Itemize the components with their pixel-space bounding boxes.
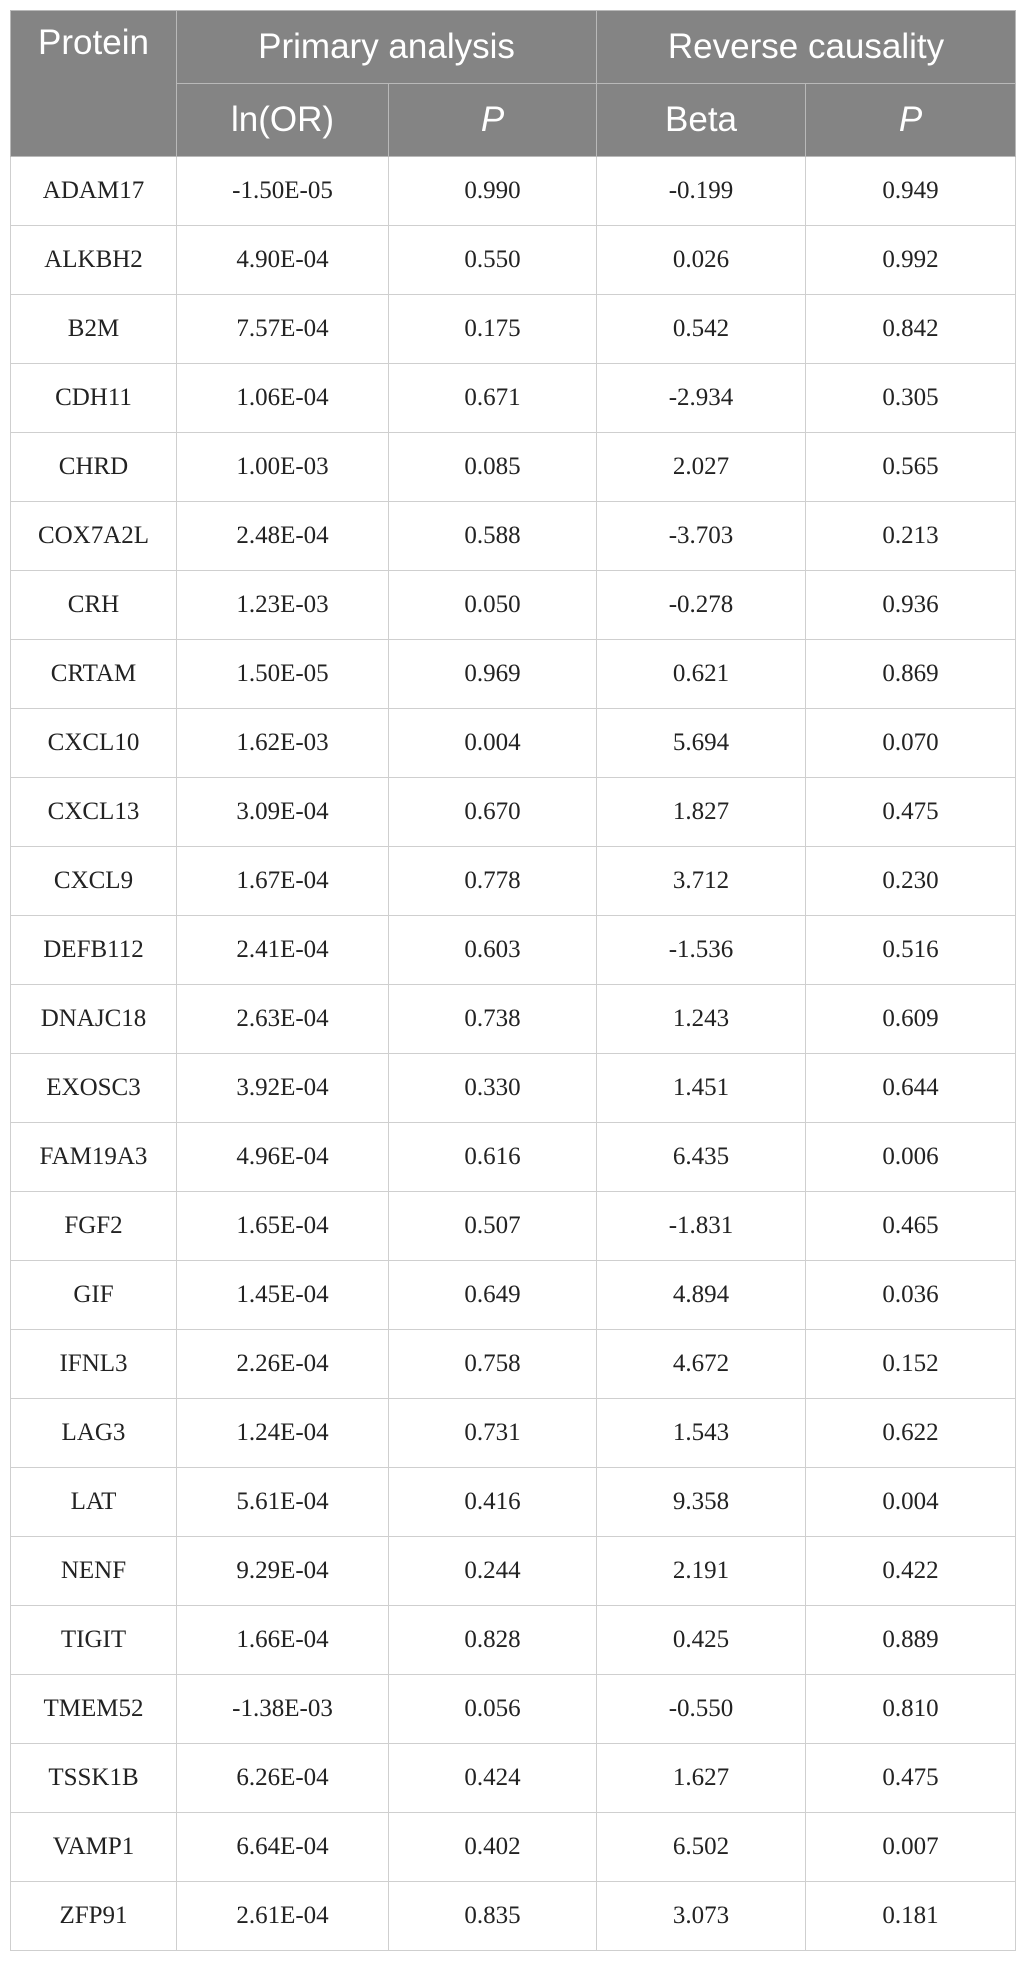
beta-cell: 4.672 bbox=[597, 1330, 806, 1399]
reverse-causality-group-header: Reverse causality bbox=[597, 11, 1016, 84]
ln-or-cell: 2.63E-04 bbox=[177, 985, 389, 1054]
primary-p-cell: 0.550 bbox=[389, 226, 597, 295]
protein-cell: EXOSC3 bbox=[11, 1054, 177, 1123]
table-row bbox=[11, 571, 1016, 640]
ln-or-cell: 2.26E-04 bbox=[177, 1330, 389, 1399]
primary-p-cell: 0.244 bbox=[389, 1537, 597, 1606]
beta-cell: 6.502 bbox=[597, 1813, 806, 1882]
beta-cell: -1.536 bbox=[597, 916, 806, 985]
table-row bbox=[11, 1123, 1016, 1192]
beta-cell: 1.827 bbox=[597, 778, 806, 847]
table-row bbox=[11, 364, 1016, 433]
ln-or-cell: 1.06E-04 bbox=[177, 364, 389, 433]
reverse-p-cell: 0.992 bbox=[806, 226, 1016, 295]
table-row bbox=[11, 295, 1016, 364]
protein-cell: CRH bbox=[11, 571, 177, 640]
primary-p-cell: 0.085 bbox=[389, 433, 597, 502]
ln-or-cell: 1.00E-03 bbox=[177, 433, 389, 502]
table-row bbox=[11, 1468, 1016, 1537]
reverse-p-cell: 0.036 bbox=[806, 1261, 1016, 1330]
ln-or-cell: 5.61E-04 bbox=[177, 1468, 389, 1537]
protein-cell: LAG3 bbox=[11, 1399, 177, 1468]
reverse-p-cell: 0.070 bbox=[806, 709, 1016, 778]
table-row bbox=[11, 433, 1016, 502]
beta-cell: -0.199 bbox=[597, 157, 806, 226]
ln-or-cell: 1.65E-04 bbox=[177, 1192, 389, 1261]
protein-cell: CRTAM bbox=[11, 640, 177, 709]
protein-cell: TIGIT bbox=[11, 1606, 177, 1675]
protein-cell: LAT bbox=[11, 1468, 177, 1537]
table-row bbox=[11, 1054, 1016, 1123]
beta-cell: 1.627 bbox=[597, 1744, 806, 1813]
ln-or-cell: 6.26E-04 bbox=[177, 1744, 389, 1813]
protein-cell: VAMP1 bbox=[11, 1813, 177, 1882]
primary-p-cell: 0.175 bbox=[389, 295, 597, 364]
reverse-p-column-header: P bbox=[806, 84, 1016, 157]
table-row bbox=[11, 640, 1016, 709]
beta-cell: 1.543 bbox=[597, 1399, 806, 1468]
reverse-p-cell: 0.465 bbox=[806, 1192, 1016, 1261]
ln-or-cell: 1.24E-04 bbox=[177, 1399, 389, 1468]
reverse-p-cell: 0.622 bbox=[806, 1399, 1016, 1468]
beta-cell: 3.712 bbox=[597, 847, 806, 916]
primary-p-cell: 0.330 bbox=[389, 1054, 597, 1123]
protein-cell: B2M bbox=[11, 295, 177, 364]
ln-or-cell: 6.64E-04 bbox=[177, 1813, 389, 1882]
table-row bbox=[11, 985, 1016, 1054]
ln-or-column-header: ln(OR) bbox=[177, 84, 389, 157]
reverse-p-cell: 0.213 bbox=[806, 502, 1016, 571]
table-row bbox=[11, 1675, 1016, 1744]
reverse-p-cell: 0.152 bbox=[806, 1330, 1016, 1399]
table-row bbox=[11, 1813, 1016, 1882]
table-row bbox=[11, 1537, 1016, 1606]
table-row bbox=[11, 1330, 1016, 1399]
reverse-p-cell: 0.007 bbox=[806, 1813, 1016, 1882]
ln-or-cell: 1.66E-04 bbox=[177, 1606, 389, 1675]
beta-cell: 1.243 bbox=[597, 985, 806, 1054]
beta-cell: -1.831 bbox=[597, 1192, 806, 1261]
reverse-p-cell: 0.869 bbox=[806, 640, 1016, 709]
beta-cell: -2.934 bbox=[597, 364, 806, 433]
protein-column-header: Protein bbox=[11, 11, 177, 157]
reverse-p-cell: 0.565 bbox=[806, 433, 1016, 502]
reverse-p-cell: 0.936 bbox=[806, 571, 1016, 640]
ln-or-cell: 1.45E-04 bbox=[177, 1261, 389, 1330]
primary-analysis-group-header: Primary analysis bbox=[177, 11, 597, 84]
primary-p-cell: 0.649 bbox=[389, 1261, 597, 1330]
table-row bbox=[11, 916, 1016, 985]
protein-cell: FAM19A3 bbox=[11, 1123, 177, 1192]
reverse-p-cell: 0.644 bbox=[806, 1054, 1016, 1123]
primary-p-cell: 0.424 bbox=[389, 1744, 597, 1813]
table-row bbox=[11, 709, 1016, 778]
reverse-p-cell: 0.949 bbox=[806, 157, 1016, 226]
reverse-p-cell: 0.889 bbox=[806, 1606, 1016, 1675]
table-row bbox=[11, 1192, 1016, 1261]
table-row bbox=[11, 847, 1016, 916]
table-header bbox=[11, 11, 1016, 157]
protein-cell: CXCL13 bbox=[11, 778, 177, 847]
table-row bbox=[11, 1744, 1016, 1813]
reverse-p-cell: 0.475 bbox=[806, 778, 1016, 847]
primary-p-column-header: P bbox=[389, 84, 597, 157]
beta-cell: 0.542 bbox=[597, 295, 806, 364]
ln-or-cell: 7.57E-04 bbox=[177, 295, 389, 364]
primary-p-cell: 0.731 bbox=[389, 1399, 597, 1468]
primary-p-cell: 0.416 bbox=[389, 1468, 597, 1537]
protein-results-table bbox=[10, 10, 1016, 1951]
primary-p-cell: 0.835 bbox=[389, 1882, 597, 1951]
primary-p-cell: 0.402 bbox=[389, 1813, 597, 1882]
protein-cell: ADAM17 bbox=[11, 157, 177, 226]
beta-cell: 2.027 bbox=[597, 433, 806, 502]
reverse-p-cell: 0.006 bbox=[806, 1123, 1016, 1192]
reverse-p-cell: 0.516 bbox=[806, 916, 1016, 985]
reverse-p-cell: 0.181 bbox=[806, 1882, 1016, 1951]
protein-cell: CXCL9 bbox=[11, 847, 177, 916]
ln-or-cell: 2.61E-04 bbox=[177, 1882, 389, 1951]
ln-or-cell: 3.09E-04 bbox=[177, 778, 389, 847]
beta-cell: 4.894 bbox=[597, 1261, 806, 1330]
primary-p-cell: 0.588 bbox=[389, 502, 597, 571]
protein-cell: GIF bbox=[11, 1261, 177, 1330]
beta-cell: 0.621 bbox=[597, 640, 806, 709]
beta-cell: 0.425 bbox=[597, 1606, 806, 1675]
table-row bbox=[11, 226, 1016, 295]
primary-p-cell: 0.671 bbox=[389, 364, 597, 433]
protein-cell: CDH11 bbox=[11, 364, 177, 433]
table-row bbox=[11, 157, 1016, 226]
beta-cell: 5.694 bbox=[597, 709, 806, 778]
beta-cell: 3.073 bbox=[597, 1882, 806, 1951]
protein-cell: CHRD bbox=[11, 433, 177, 502]
ln-or-cell: 1.50E-05 bbox=[177, 640, 389, 709]
primary-p-cell: 0.616 bbox=[389, 1123, 597, 1192]
primary-p-cell: 0.990 bbox=[389, 157, 597, 226]
primary-p-cell: 0.050 bbox=[389, 571, 597, 640]
ln-or-cell: 2.48E-04 bbox=[177, 502, 389, 571]
protein-cell: FGF2 bbox=[11, 1192, 177, 1261]
primary-p-cell: 0.670 bbox=[389, 778, 597, 847]
table-row bbox=[11, 1261, 1016, 1330]
primary-p-cell: 0.758 bbox=[389, 1330, 597, 1399]
ln-or-cell: -1.38E-03 bbox=[177, 1675, 389, 1744]
table-row bbox=[11, 502, 1016, 571]
protein-cell: ALKBH2 bbox=[11, 226, 177, 295]
primary-p-cell: 0.738 bbox=[389, 985, 597, 1054]
ln-or-cell: 3.92E-04 bbox=[177, 1054, 389, 1123]
beta-cell: -0.278 bbox=[597, 571, 806, 640]
protein-cell: DNAJC18 bbox=[11, 985, 177, 1054]
results-table-container bbox=[10, 10, 1015, 1951]
protein-cell: ZFP91 bbox=[11, 1882, 177, 1951]
primary-p-cell: 0.969 bbox=[389, 640, 597, 709]
beta-cell: -3.703 bbox=[597, 502, 806, 571]
table-row bbox=[11, 778, 1016, 847]
beta-cell: 6.435 bbox=[597, 1123, 806, 1192]
header-row-groups bbox=[11, 11, 1016, 84]
ln-or-cell: 1.23E-03 bbox=[177, 571, 389, 640]
table-body bbox=[11, 157, 1016, 1951]
beta-cell: 2.191 bbox=[597, 1537, 806, 1606]
reverse-p-cell: 0.475 bbox=[806, 1744, 1016, 1813]
ln-or-cell: 9.29E-04 bbox=[177, 1537, 389, 1606]
protein-cell: NENF bbox=[11, 1537, 177, 1606]
primary-p-cell: 0.004 bbox=[389, 709, 597, 778]
reverse-p-cell: 0.305 bbox=[806, 364, 1016, 433]
beta-column-header: Beta bbox=[597, 84, 806, 157]
protein-cell: TMEM52 bbox=[11, 1675, 177, 1744]
ln-or-cell: 4.90E-04 bbox=[177, 226, 389, 295]
table-row bbox=[11, 1606, 1016, 1675]
primary-p-cell: 0.778 bbox=[389, 847, 597, 916]
protein-cell: CXCL10 bbox=[11, 709, 177, 778]
protein-cell: COX7A2L bbox=[11, 502, 177, 571]
table-row bbox=[11, 1882, 1016, 1951]
beta-cell: 9.358 bbox=[597, 1468, 806, 1537]
reverse-p-cell: 0.842 bbox=[806, 295, 1016, 364]
protein-cell: DEFB112 bbox=[11, 916, 177, 985]
primary-p-cell: 0.828 bbox=[389, 1606, 597, 1675]
reverse-p-cell: 0.810 bbox=[806, 1675, 1016, 1744]
protein-cell: TSSK1B bbox=[11, 1744, 177, 1813]
protein-cell: IFNL3 bbox=[11, 1330, 177, 1399]
primary-p-cell: 0.056 bbox=[389, 1675, 597, 1744]
beta-cell: 0.026 bbox=[597, 226, 806, 295]
ln-or-cell: -1.50E-05 bbox=[177, 157, 389, 226]
reverse-p-cell: 0.230 bbox=[806, 847, 1016, 916]
reverse-p-cell: 0.422 bbox=[806, 1537, 1016, 1606]
ln-or-cell: 2.41E-04 bbox=[177, 916, 389, 985]
ln-or-cell: 1.62E-03 bbox=[177, 709, 389, 778]
reverse-p-cell: 0.609 bbox=[806, 985, 1016, 1054]
table-row bbox=[11, 1399, 1016, 1468]
ln-or-cell: 1.67E-04 bbox=[177, 847, 389, 916]
reverse-p-cell: 0.004 bbox=[806, 1468, 1016, 1537]
ln-or-cell: 4.96E-04 bbox=[177, 1123, 389, 1192]
beta-cell: -0.550 bbox=[597, 1675, 806, 1744]
primary-p-cell: 0.603 bbox=[389, 916, 597, 985]
primary-p-cell: 0.507 bbox=[389, 1192, 597, 1261]
beta-cell: 1.451 bbox=[597, 1054, 806, 1123]
